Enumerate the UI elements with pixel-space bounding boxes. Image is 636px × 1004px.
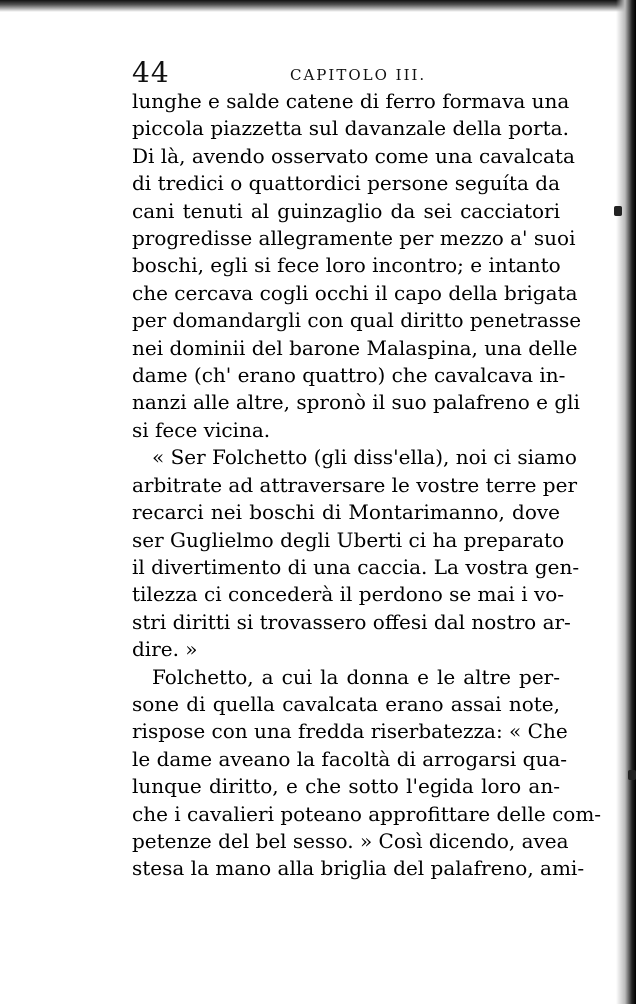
text-line: che i cavalieri poteano approfittare delle com-	[132, 801, 602, 826]
edge-speck	[628, 770, 636, 780]
text-line: boschi, egli si fece loro incontro; e intanto	[132, 253, 561, 278]
text-line: nanzi alle altre, spronò il suo palafreno e gli	[132, 390, 580, 415]
text-line: progredisse allegramente per mezzo a' suoi	[132, 226, 576, 251]
page-number: 44	[132, 56, 170, 89]
text-line: tilezza ci concederà il perdono se mai i vo-	[132, 582, 565, 607]
text-line: Folchetto, a cui la donna e le altre per-	[152, 664, 560, 689]
text-line: per domandargli con qual diritto penetrasse	[132, 308, 582, 333]
text-line: stri diritti si trovassero offesi dal nostro ar-	[132, 609, 571, 634]
page-binding-edge	[616, 0, 636, 1004]
text-line: piccola piazzetta sul davanzale della porta.	[132, 116, 569, 141]
text-line: dame (ch' erano quattro) che cavalcava in-	[132, 363, 566, 388]
text-line: arbitrate ad attraversare le vostre terre per	[132, 472, 578, 497]
text-line: lunghe e salde catene di ferro formava una	[132, 89, 570, 113]
text-line: nei dominii del barone Malaspina, una delle	[132, 335, 578, 360]
text-line: ser Guglielmo degli Uberti ci ha preparato	[132, 527, 565, 552]
text-line: stesa la mano alla briglia del palafreno, ami-	[132, 856, 585, 881]
text-line: rispose con una fredda riserbatezza: « Che	[132, 719, 568, 744]
text-line: sone di quella cavalcata erano assai note,	[132, 691, 560, 716]
text-line: le dame aveano la facoltà di arrogarsi qua-	[132, 746, 568, 771]
text-line: petenze del bel sesso. » Così dicendo, avea	[132, 828, 569, 853]
running-head: CAPITOLO III.	[290, 66, 427, 84]
text-line: dire. »	[132, 637, 198, 662]
body-text	[132, 88, 602, 883]
text-line: si fece vicina.	[132, 417, 271, 442]
text-line: Di là, avendo osservato come una cavalcata	[132, 143, 575, 168]
text-line: il divertimento di una caccia. La vostra gen-	[132, 554, 580, 579]
text-line: lunque diritto, e che sotto l'egida loro an-	[132, 774, 560, 799]
edge-speck	[614, 206, 622, 216]
text-line: cani tenuti al guinzaglio da sei cacciatori	[132, 198, 560, 223]
page-top-shadow	[0, 0, 636, 12]
text-line: recarci nei boschi di Montarimanno, dove	[132, 500, 560, 525]
text-line: che cercava cogli occhi il capo della brigata	[132, 280, 578, 305]
text-line: di tredici o quattordici persone seguíta da	[132, 171, 560, 196]
text-line: « Ser Folchetto (gli diss'ella), noi ci siamo	[152, 445, 577, 470]
